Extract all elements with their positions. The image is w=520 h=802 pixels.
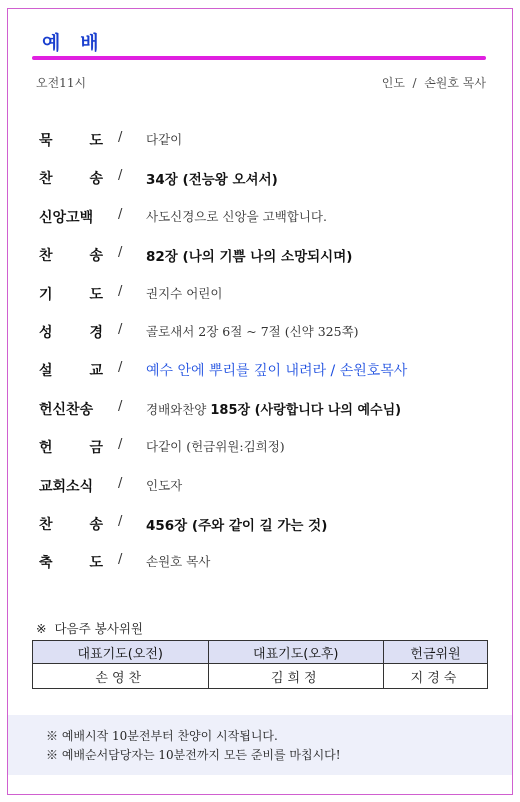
order-separator: / xyxy=(118,513,123,529)
column-header: 대표기도(오전) xyxy=(33,641,209,664)
order-label xyxy=(39,130,103,150)
order-label-char: 도 xyxy=(89,133,103,149)
order-separator: / xyxy=(118,245,123,261)
reference-mark: ※ xyxy=(36,621,47,636)
order-separator: / xyxy=(118,130,123,145)
table-row xyxy=(33,664,488,689)
order-content: 손원호 목사 xyxy=(146,554,211,570)
order-separator: / xyxy=(118,552,123,568)
volunteer-name: 김희정 xyxy=(208,664,384,689)
order-row xyxy=(0,387,520,425)
order-label-char: 찬 xyxy=(39,248,53,265)
notice-line: ※ 예배시작 10분전부터 찬양이 시작됩니다. xyxy=(46,729,278,743)
order-content-part: 185장 xyxy=(210,402,251,418)
order-row xyxy=(0,272,520,310)
order-label-char: 찬 xyxy=(39,516,53,533)
order-label xyxy=(39,437,103,457)
order-label-char: 설 xyxy=(39,363,53,380)
order-row xyxy=(0,348,520,386)
order-label-char: 찬 xyxy=(39,171,53,188)
order-label xyxy=(39,399,103,419)
volunteers-heading-text: 다음주 봉사위원 xyxy=(54,621,143,636)
order-content: 82장 (나의 기쁨 나의 소망되시며) xyxy=(146,249,353,266)
order-row xyxy=(0,540,520,578)
order-label xyxy=(39,168,103,188)
order-content: 골로새서 2장 6절 ~ 7절 (신약 325쪽) xyxy=(146,323,359,339)
page-title: 예 배 xyxy=(42,32,99,54)
service-leader: 인도 / 손원호 목사 xyxy=(381,76,486,90)
table-header-row xyxy=(33,641,488,664)
order-label-char: 묵 xyxy=(39,133,53,149)
order-label xyxy=(39,360,103,380)
order-separator: / xyxy=(118,475,123,491)
order-separator: / xyxy=(118,283,123,299)
order-content-part: 경배와찬양 xyxy=(146,401,211,417)
order-label-char: 헌신찬송 xyxy=(39,401,94,418)
order-separator: / xyxy=(118,321,123,337)
order-label-char: 교 xyxy=(89,363,103,380)
order-label-char: 기 xyxy=(39,286,53,303)
order-content: 다같이 xyxy=(146,132,183,147)
order-content: 예수 안에 뿌리를 깊이 내려라 / 손원호목사 xyxy=(146,363,408,380)
order-label xyxy=(39,322,103,342)
order-content xyxy=(146,399,401,418)
order-separator: / xyxy=(118,437,123,453)
order-separator: / xyxy=(118,398,123,414)
volunteers-table xyxy=(32,640,488,689)
order-separator: / xyxy=(118,360,123,376)
order-row xyxy=(0,195,520,233)
order-label-char: 축 xyxy=(39,555,53,572)
order-row xyxy=(0,425,520,463)
order-row xyxy=(0,233,520,271)
order-label-char: 교회소식 xyxy=(39,478,94,495)
order-content: 456장 (주와 같이 길 가는 것) xyxy=(146,517,328,534)
order-row xyxy=(0,310,520,348)
order-label xyxy=(39,245,103,265)
order-label-char: 성 xyxy=(39,324,53,341)
order-content: 34장 (전능왕 오셔서) xyxy=(146,172,278,189)
volunteers-heading xyxy=(36,619,143,637)
order-label-char: 도 xyxy=(89,286,103,303)
order-label-char: 경 xyxy=(89,324,103,341)
order-content: 인도자 xyxy=(146,477,183,493)
order-label-char: 헌 xyxy=(39,440,53,457)
order-row xyxy=(0,502,520,540)
notice-box xyxy=(8,715,512,775)
volunteer-name: 지경숙 xyxy=(384,664,488,689)
order-label-char: 송 xyxy=(89,516,103,533)
notice-line: ※ 예배순서담당자는 10분전까지 모든 준비를 마칩시다! xyxy=(46,748,341,762)
order-of-worship xyxy=(0,118,520,579)
order-label-char: 신앙고백 xyxy=(39,209,94,226)
order-label xyxy=(39,552,103,572)
order-label-char: 금 xyxy=(89,440,103,457)
order-row xyxy=(0,118,520,156)
order-row xyxy=(0,464,520,502)
order-content: 사도신경으로 신앙을 고백합니다. xyxy=(146,208,327,224)
order-row xyxy=(0,156,520,194)
column-header: 헌금위원 xyxy=(384,641,488,664)
order-label xyxy=(39,476,103,496)
order-label xyxy=(39,514,103,534)
order-label-char: 도 xyxy=(89,555,103,572)
column-header: 대표기도(오후) xyxy=(208,641,384,664)
volunteer-name: 손영찬 xyxy=(33,664,209,689)
order-label xyxy=(39,207,103,227)
title-underline xyxy=(32,56,486,60)
order-label-char: 송 xyxy=(89,171,103,188)
order-separator: / xyxy=(118,206,123,222)
order-label-char: 송 xyxy=(89,248,103,265)
order-content-part: (사랑합니다 나의 예수님) xyxy=(250,402,402,418)
order-label xyxy=(39,284,103,304)
service-time: 오전11시 xyxy=(36,76,87,90)
order-separator: / xyxy=(118,168,123,184)
order-content: 권지수 어린이 xyxy=(146,285,223,301)
order-content: 다같이 (헌금위원:김희정) xyxy=(146,439,285,455)
